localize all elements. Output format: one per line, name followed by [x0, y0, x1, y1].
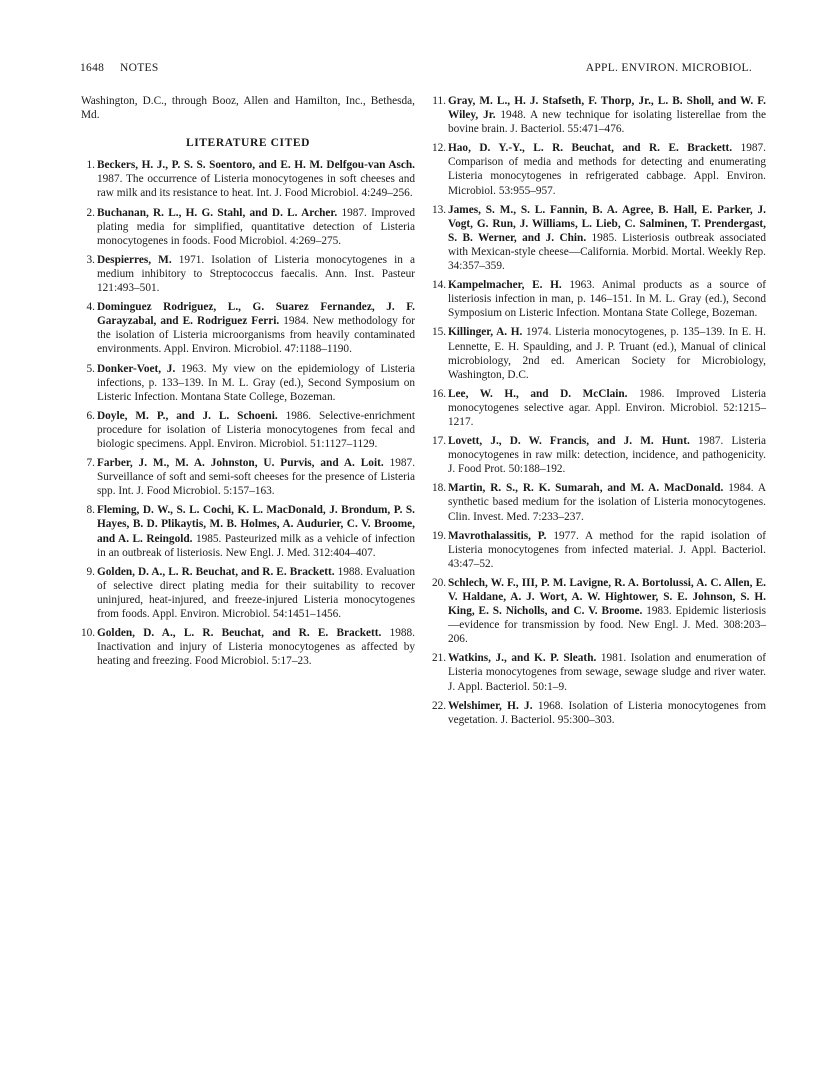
left-column [81, 94, 415, 673]
reference-text: 1987. Listeria monocytogenes in raw milk: detection, incidence, and pathogenicity. J. Food Prot. 50:188–192. [448, 435, 766, 476]
reference-item [432, 387, 766, 429]
reference-item [81, 253, 415, 295]
acknowledgment-text: Washington, D.C., through Booz, Allen and Hamilton, Inc., Bethesda, Md. [81, 95, 415, 122]
reference-authors: Golden, D. A., L. R. Beuchat, and R. E. Brackett. [97, 627, 382, 640]
reference-authors: Gray, M. L., H. J. Stafseth, F. Thorp, Jr., L. B. Sholl, and W. F. Wiley, Jr. [448, 95, 766, 122]
reference-authors: Beckers, H. J., P. S. S. Soentoro, and E. H. M. Delfgou-van Asch. [97, 159, 415, 172]
reference-number: 11. [432, 95, 446, 107]
reference-number: 4. [86, 301, 95, 314]
reference-item [432, 278, 766, 320]
reference-number: 5. [86, 362, 95, 375]
reference-text: 1971. Isolation of Listeria monocytogenes in a medium inhibitory to Streptococcus faecalis. Ann. Inst. Pasteur 121:493–501. [97, 253, 416, 295]
reference-text: 1984. New methodology for the isolation of Listeria microorganisms from heavily contaminated environments. Appl. Environ. Microbiol. 47:1188–1190. [97, 315, 415, 356]
reference-item [432, 203, 766, 273]
reference-item [81, 626, 415, 668]
reference-item [432, 481, 766, 523]
journal-abbreviation: APPL. ENVIRON. MICROBIOL. [585, 62, 752, 74]
reference-text: 1986. Selective-enrichment procedure for isolation of Listeria monocytogenes from fecal and biologic specimens. Appl. Environ. Microbiol. 51:1127–1129. [97, 409, 415, 450]
reference-text: 1988. Inactivation and injury of Listeria monocytogenes as affected by heating and freezing. Food Microbiol. 5:17–23. [97, 627, 415, 668]
reference-item [432, 94, 766, 136]
reference-number: 3. [86, 253, 95, 266]
running-header [80, 62, 752, 78]
reference-authors: Mavrothalassitis, P. [448, 529, 547, 542]
reference-number: 10. [81, 627, 96, 640]
reference-list-right [432, 94, 766, 727]
reference-text: 1984. A synthetic based medium for the isolation of Listeria monocytogenes. Clin. Invest. Med. 7:233–237. [448, 482, 766, 523]
reference-authors: Farber, J. M., M. A. Johnston, U. Purvis, and A. Loit. [97, 457, 384, 470]
reference-item [432, 141, 766, 197]
reference-number: 19. [432, 529, 447, 542]
page-number: 1648 [80, 62, 105, 74]
right-column [432, 94, 766, 732]
reference-number: 22. [432, 699, 447, 712]
reference-item [432, 529, 766, 571]
reference-authors: Fleming, D. W., S. L. Cochi, K. L. MacDonald, J. Brondum, P. S. Hayes, B. D. Plikaytis, M. B. Holmes, A. Audurier, C. V. Broome, and A. L. Reingold. [97, 504, 415, 545]
reference-number: 6. [86, 409, 95, 422]
reference-text: 1987. The occurrence of Listeria monocytogenes in soft cheeses and raw milk and its resistance to heat. Int. J. Food Microbiol. 4:249–256. [97, 173, 415, 200]
reference-item [432, 576, 766, 646]
reference-authors: Despierres, M. [97, 253, 172, 266]
reference-text: 1988. Evaluation of selective direct plating media for their suitability to recover uninjured, heat-injured, and freeze-injured Listeria monocytogenes from foods. Appl. Environ. Microbiol. 54:1451–1456. [97, 565, 415, 620]
reference-number: 18. [432, 482, 447, 495]
reference-number: 21. [432, 652, 447, 665]
reference-item [81, 409, 415, 451]
reference-item [432, 651, 766, 693]
reference-authors: Welshimer, H. J. [448, 699, 533, 712]
reference-authors: Kampelmacher, E. H. [448, 279, 562, 292]
reference-number: 15. [432, 326, 447, 339]
reference-number: 20. [432, 576, 447, 589]
reference-number: 2. [86, 206, 95, 219]
reference-text: 1987. Surveillance of soft and semi-soft cheeses for the presence of Listeria spp. Int. J. Food Microbiol. 5:157–163. [97, 457, 416, 498]
reference-text: 1981. Isolation and enumeration of Listeria monocytogenes from sewage, sewage sludge and river water. J. Appl. Bacteriol. 50:1–9. [448, 652, 766, 693]
reference-list-left [81, 158, 415, 668]
reference-item [81, 456, 415, 498]
reference-text: 1985. Listeriosis outbreak associated with Mexican-style cheese—California. Morbid. Mortal. Weekly Rep. 34:357–359. [448, 231, 767, 273]
reference-item [432, 325, 766, 381]
reference-text: 1963. Animal products as a source of listeriosis infection in man, p. 146–151. In M. L. Gray (ed.), Second Symposium on Listeric Infection. Montana State College, Bozeman. [448, 279, 766, 320]
literature-cited-heading: LITERATURE CITED [185, 137, 311, 150]
reference-authors: Watkins, J., and K. P. Sleath. [448, 652, 597, 665]
reference-authors: Donker-Voet, J. [97, 362, 176, 375]
reference-item [81, 503, 415, 559]
reference-item [432, 434, 766, 476]
reference-authors: Lovett, J., D. W. Francis, and J. M. Hunt. [448, 435, 690, 448]
reference-number: 8. [86, 504, 95, 517]
reference-item [432, 699, 766, 727]
reference-authors: Dominguez Rodriguez, L., G. Suarez Fernandez, J. F. Garayzabal, and E. Rodriguez Ferri. [97, 301, 415, 328]
reference-authors: Killinger, A. H. [448, 326, 523, 339]
reference-authors: Schlech, W. F., III, P. M. Lavigne, R. A. Bortolussi, A. C. Allen, E. V. Haldane, A. J. Wort, A. W. Hightower, S. E. Johnson, S. H. King, E. S. Nicholls, and C. V. Broome. [448, 576, 766, 618]
reference-item [81, 565, 415, 621]
reference-item [81, 362, 415, 404]
reference-authors: Doyle, M. P., and J. L. Schoeni. [97, 409, 278, 422]
reference-number: 13. [432, 203, 447, 216]
reference-number: 1. [86, 159, 95, 172]
reference-number: 14. [432, 279, 447, 292]
reference-number: 16. [432, 387, 447, 400]
reference-number: 17. [432, 435, 447, 448]
reference-item [81, 206, 415, 248]
reference-text: 1948. A new technique for isolating listerellae from the bovine brain. J. Bacteriol. 55:471–476. [448, 109, 766, 136]
reference-text: 1986. Improved Listeria monocytogenes selective agar. Appl. Environ. Microbiol. 52:1215–1217. [448, 387, 766, 428]
section-label: NOTES [120, 62, 159, 74]
reference-authors: Martin, R. S., R. K. Sumarah, and M. A. MacDonald. [448, 482, 724, 495]
reference-number: 7. [86, 457, 95, 470]
reference-text: 1983. Epidemic listeriosis—evidence for transmission by food. New Engl. J. Med. 308:203–206. [448, 605, 766, 646]
reference-authors: Hao, D. Y.-Y., L. R. Beuchat, and R. E. Brackett. [448, 142, 733, 155]
reference-authors: James, S. M., S. L. Fannin, B. A. Agree, B. Hall, E. Parker, J. Vogt, G. Run, J. Williams, L. Lieb, C. Salminen, T. Prendergast, S. B. Werner, and J. Chin. [448, 203, 766, 244]
reference-text: 1987. Comparison of media and methods for detecting and enumerating Listeria monocytogenes in refrigerated cabbage. Appl. Environ. Microbiol. 53:955–957. [448, 142, 766, 197]
reference-text: 1963. My view on the epidemiology of Listeria infections, p. 133–139. In M. L. Gray (ed.), Second Symposium on Listeric Infection. Montana State College, Bozeman. [97, 362, 415, 403]
reference-authors: Lee, W. H., and D. McClain. [448, 387, 628, 400]
reference-item [81, 300, 415, 356]
reference-number: 12. [432, 142, 447, 155]
reference-authors: Buchanan, R. L., H. G. Stahl, and D. L. Archer. [97, 206, 338, 219]
reference-text: 1968. Isolation of Listeria monocytogenes from vegetation. J. Bacteriol. 95:300–303. [448, 699, 766, 726]
reference-number: 9. [86, 565, 95, 578]
reference-text: 1987. Improved plating media for simplified, quantitative detection of Listeria monocytogenes in foods. Food Microbiol. 4:269–275. [97, 206, 416, 247]
reference-text: 1977. A method for the rapid isolation of Listeria monocytogenes from infected material. J. Appl. Bacteriol. 43:47–52. [448, 529, 767, 570]
reference-item [81, 158, 415, 200]
reference-text: 1985. Pasteurized milk as a vehicle of infection in an outbreak of listeriosis. New Engl. J. Med. 312:404–407. [97, 532, 415, 559]
reference-text: 1974. Listeria monocytogenes, p. 135–139. In E. H. Lennette, E. H. Spaulding, and J. P. Truant (ed.), Manual of clinical microbiology, 2nd ed. American Society for Microbiology, Washington, D.C. [448, 326, 766, 381]
reference-authors: Golden, D. A., L. R. Beuchat, and R. E. Brackett. [97, 565, 335, 578]
